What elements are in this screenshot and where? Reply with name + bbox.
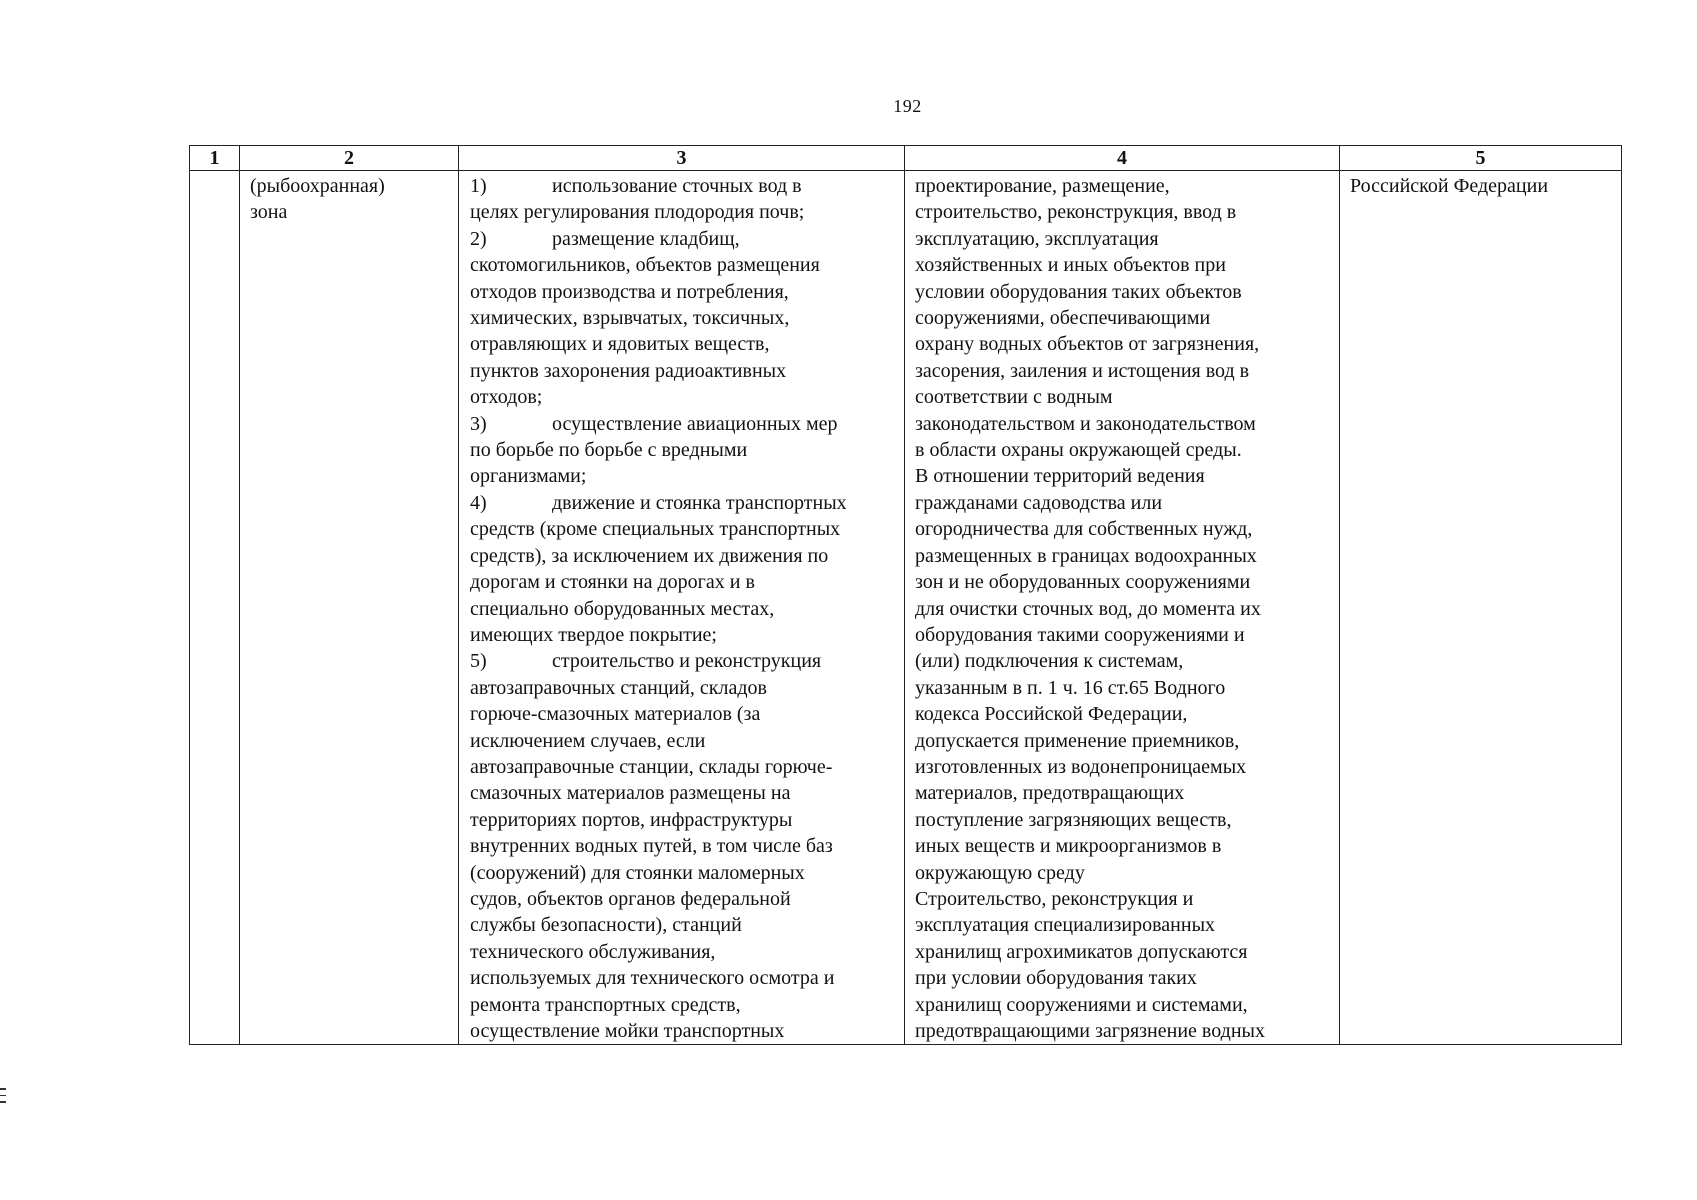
- condition-line: предотвращающими загрязнение водных: [915, 1020, 1265, 1042]
- header-col-2: 2: [240, 146, 459, 171]
- condition-line: строительство, реконструкция, ввод в: [915, 201, 1237, 224]
- condition-line: при условии оборудования таких: [915, 967, 1197, 990]
- condition-line: огородничества для собственных нужд,: [915, 518, 1253, 541]
- restriction-line: [470, 965, 896, 991]
- scan-edge-marks: [0, 1088, 6, 1108]
- restriction-text: дорогам и стоянки на дорогах и в: [470, 571, 755, 594]
- restriction-line: [470, 463, 896, 489]
- restriction-text: внутренних водных путей, в том числе баз: [470, 835, 833, 858]
- header-col-3: 3: [459, 146, 905, 171]
- condition-line: указанным в п. 1 ч. 16 ст.65 Водного: [915, 676, 1226, 699]
- condition-line: хранилищ агрохимикатов допускаются: [915, 940, 1248, 963]
- restriction-item-start: [470, 173, 896, 199]
- condition-line: размещенных в границах водоохранных: [915, 544, 1257, 567]
- restriction-text: средств), за исключением их движения по: [470, 544, 829, 567]
- condition-line: условии оборудования таких объектов: [915, 280, 1242, 303]
- restriction-line: [470, 1018, 896, 1044]
- restriction-text: использование сточных вод в: [552, 175, 802, 197]
- restriction-text: отходов производства и потребления,: [470, 280, 789, 303]
- header-col-5: 5: [1340, 146, 1622, 171]
- restriction-text: имеющих твердое покрытие;: [470, 623, 717, 646]
- regulation-table: [189, 145, 1622, 1045]
- condition-line: иных веществ и микроорганизмов в: [915, 835, 1222, 858]
- restriction-text: исключением случаев, если: [470, 729, 706, 752]
- item-number: 4): [470, 491, 487, 514]
- condition-line: проектирование, размещение,: [915, 175, 1170, 197]
- restriction-text: территориях портов, инфраструктуры: [470, 808, 793, 831]
- restriction-text: (сооружений) для стоянки маломерных: [470, 861, 805, 884]
- restriction-line: [470, 279, 896, 305]
- item-number: 5): [470, 650, 487, 673]
- condition-line: для очистки сточных вод, до момента их: [915, 597, 1261, 620]
- cell-legal-basis: [1340, 171, 1622, 1045]
- condition-line: зон и не оборудованных сооружениями: [915, 571, 1251, 594]
- restriction-line: [470, 622, 896, 648]
- restriction-line: [470, 807, 896, 833]
- restriction-line: [470, 543, 896, 569]
- item-number: 2): [470, 227, 487, 250]
- restriction-text: ремонта транспортных средств,: [470, 993, 741, 1016]
- restriction-line: [470, 569, 896, 595]
- restriction-text: по борьбе по борьбе с вредными: [470, 439, 748, 462]
- restriction-line: [470, 199, 896, 225]
- restriction-text: отходов;: [470, 386, 543, 409]
- condition-line: кодекса Российской Федерации,: [915, 703, 1188, 726]
- restriction-text: горюче-смазочных материалов (за: [470, 703, 761, 726]
- condition-line: гражданами садоводства или: [915, 491, 1163, 514]
- restriction-line: [470, 331, 896, 357]
- restriction-line: [470, 860, 896, 886]
- condition-line: материалов, предотвращающих: [915, 782, 1185, 805]
- restriction-line: [470, 675, 896, 701]
- header-col-1: 1: [190, 146, 240, 171]
- restriction-text: строительство и реконструкция: [552, 650, 822, 673]
- condition-line: Строительство, реконструкция и: [915, 887, 1194, 910]
- condition-line: эксплуатацию, эксплуатация: [915, 227, 1159, 250]
- restriction-line: [470, 886, 896, 912]
- condition-line: законодательством и законодательством: [915, 412, 1256, 435]
- restriction-line: [470, 358, 896, 384]
- restriction-line: [470, 939, 896, 965]
- zone-name-text: [240, 171, 458, 226]
- condition-line: охрану водных объектов от загрязнения,: [915, 333, 1260, 356]
- restriction-text: судов, объектов органов федеральной: [470, 887, 791, 910]
- restriction-line: [470, 992, 896, 1018]
- condition-line: изготовленных из водонепроницаемых: [915, 755, 1247, 778]
- condition-line: сооружениями, обеспечивающими: [915, 307, 1211, 330]
- restriction-text: автозаправочных станций, складов: [470, 676, 768, 699]
- restriction-text: движение и стоянка транспортных: [552, 491, 847, 514]
- restrictions-list: [459, 171, 904, 1044]
- conditions-text: [905, 171, 1339, 1044]
- restriction-line: [470, 780, 896, 806]
- condition-line: (или) подключения к системам,: [915, 650, 1184, 673]
- restriction-line: [470, 728, 896, 754]
- restriction-text: осуществление авиационных мер: [552, 412, 838, 435]
- restriction-text: смазочных материалов размещены на: [470, 782, 791, 805]
- cell-col-1: [190, 171, 240, 1045]
- condition-line: поступление загрязняющих веществ,: [915, 808, 1232, 831]
- restriction-text: отравляющих и ядовитых веществ,: [470, 333, 770, 356]
- condition-line: В отношении территорий ведения: [915, 465, 1205, 488]
- page-number: 192: [893, 96, 922, 116]
- restriction-line: [470, 252, 896, 278]
- restriction-line: [470, 596, 896, 622]
- restriction-line: [470, 754, 896, 780]
- restriction-text: организмами;: [470, 465, 587, 488]
- restriction-text: специально оборудованных местах,: [470, 597, 775, 620]
- legal-basis-line: Российской Федерации: [1350, 175, 1549, 197]
- condition-line: эксплуатация специализированных: [915, 914, 1216, 937]
- condition-line: допускается применение приемников,: [915, 729, 1240, 752]
- condition-line: в области охраны окружающей среды.: [915, 439, 1242, 462]
- condition-line: окружающую среду: [915, 861, 1085, 884]
- restriction-item-start: [470, 226, 896, 252]
- item-number: 1): [470, 175, 487, 197]
- table-row: [190, 171, 1622, 1045]
- restriction-line: [470, 516, 896, 542]
- restriction-text: размещение кладбищ,: [552, 227, 740, 250]
- zone-name-line: зона: [250, 201, 288, 224]
- condition-line: хозяйственных и иных объектов при: [915, 254, 1226, 277]
- restriction-text: средств (кроме специальных транспортных: [470, 518, 841, 541]
- restriction-line: [470, 912, 896, 938]
- restriction-line: [470, 833, 896, 859]
- restriction-line: [470, 437, 896, 463]
- restriction-item-start: [470, 490, 896, 516]
- restriction-text: химических, взрывчатых, токсичных,: [470, 307, 790, 330]
- cell-conditions: [905, 171, 1340, 1045]
- cell-zone-name: [240, 171, 459, 1045]
- restriction-item-start: [470, 648, 896, 674]
- condition-line: оборудования такими сооружениями и: [915, 623, 1245, 646]
- restriction-text: целях регулирования плодородия почв;: [470, 201, 805, 224]
- cell-restrictions: [459, 171, 905, 1045]
- restriction-text: скотомогильников, объектов размещения: [470, 254, 820, 277]
- zone-name-line: (рыбоохранная): [250, 175, 385, 197]
- item-number: 3): [470, 412, 487, 435]
- restriction-text: автозаправочные станции, склады горюче-: [470, 755, 833, 778]
- restriction-text: технического обслуживания,: [470, 940, 716, 963]
- restriction-line: [470, 305, 896, 331]
- restriction-text: пунктов захоронения радиоактивных: [470, 359, 787, 382]
- restriction-text: осуществление мойки транспортных: [470, 1020, 785, 1042]
- restriction-item-start: [470, 411, 896, 437]
- header-col-4: 4: [905, 146, 1340, 171]
- legal-basis-text: [1340, 171, 1621, 199]
- restriction-line: [470, 384, 896, 410]
- condition-line: хранилищ сооружениями и системами,: [915, 993, 1248, 1016]
- condition-line: засорения, заиления и истощения вод в: [915, 359, 1250, 382]
- condition-line: соответствии с водным: [915, 386, 1113, 409]
- restriction-line: [470, 701, 896, 727]
- restriction-text: используемых для технического осмотра и: [470, 967, 835, 990]
- table-header-row: [190, 146, 1622, 171]
- restriction-text: службы безопасности), станций: [470, 914, 742, 937]
